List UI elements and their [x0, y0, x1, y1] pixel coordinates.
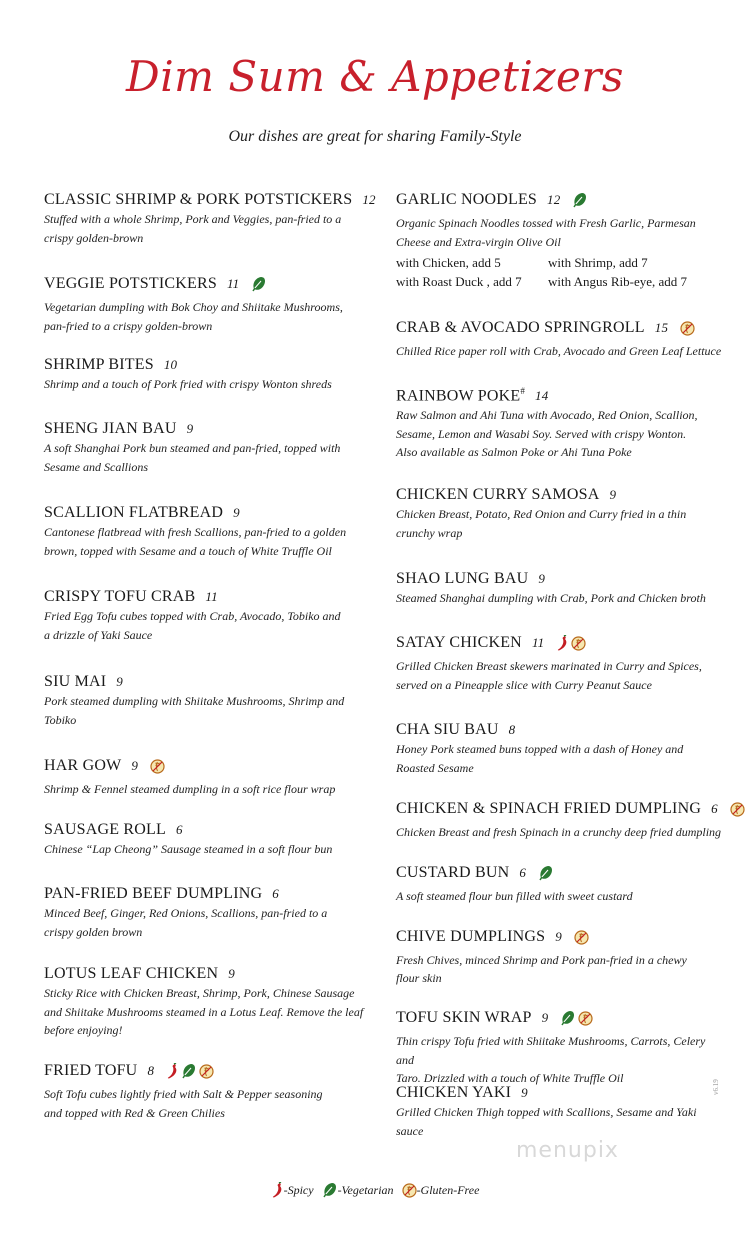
add-on-option: with Shrimp, add 7 [548, 255, 648, 271]
menu-item-header [396, 485, 726, 505]
menu-item-description [396, 823, 726, 842]
menu-item [44, 964, 374, 1040]
description-line: Pork steamed dumpling with Shiitake Mushrooms, Shrimp and [44, 694, 345, 708]
menu-item-name: TOFU SKIN WRAP [396, 1009, 532, 1026]
menu-item-price: 8 [508, 722, 516, 737]
menu-item-description [44, 298, 374, 335]
watermark: menupix [516, 1138, 619, 1163]
menu-item-description [44, 1085, 374, 1122]
menu-item-description [396, 505, 726, 542]
menu-item-header [396, 720, 726, 740]
description-line: crunchy wrap [396, 525, 463, 540]
menu-item-description [44, 607, 374, 644]
menu-item-price: 6 [519, 865, 527, 880]
menu-item-price: 9 [233, 505, 240, 520]
description-line: Grilled Chicken Thigh topped with Scallions, Sesame and Yaki [396, 1105, 697, 1119]
description-line: Soft Tofu cubes lightly fried with Salt & Pepper seasoning [44, 1087, 323, 1102]
diet-icons [572, 192, 590, 214]
leaf-icon [560, 1010, 576, 1032]
gluten-free-icon [574, 930, 589, 951]
menu-item-header [396, 863, 726, 887]
menu-item-header [44, 820, 374, 840]
menu-item-description [44, 439, 374, 476]
menu-item-header [44, 503, 374, 523]
add-on-options [396, 253, 726, 291]
version-code: v6.19 [712, 1079, 720, 1095]
menu-item [44, 274, 374, 335]
menu-item [44, 355, 374, 394]
description-line: Taro. Drizzled with a touch of White Truffle Oil [396, 1071, 624, 1086]
description-line: Chinese “Lap Cheong” Sausage steamed in a soft flour bun [44, 842, 333, 856]
menu-item-name: SHRIMP BITES [44, 356, 154, 373]
description-line: Tobiko [44, 712, 77, 727]
menu-item-header [44, 355, 374, 375]
description-line: crispy golden brown [44, 924, 143, 939]
diet-icons [680, 321, 697, 342]
description-line: Sesame and Scallions [44, 459, 148, 474]
description-line: Grilled Chicken Breast skewers marinated in Curry and Spices, [396, 659, 702, 674]
menu-item-price: 6 [175, 822, 183, 837]
chili-pepper-icon [271, 1183, 284, 1197]
menu-item-price: 9 [131, 758, 139, 773]
menu-item-price: 6 [272, 886, 279, 901]
description-line: Shrimp and a touch of Pork fried with crispy Wonton shreds [44, 377, 332, 391]
description-line: pan-fried to a crispy golden-brown [44, 318, 213, 333]
menu-item-name: CHICKEN & SPINACH FRIED DUMPLING [396, 800, 702, 817]
description-line: Chicken Breast and fresh Spinach in a crunchy deep fried dumpling [396, 824, 722, 839]
menu-item-name: CUSTARD BUN [396, 864, 510, 881]
menu-item-name: HAR GOW [44, 757, 122, 774]
menu-item [44, 820, 374, 859]
menu-item-name: FRIED TOFU [44, 1062, 138, 1079]
menu-item-header [396, 633, 726, 657]
menu-item-header [396, 381, 726, 406]
menu-item [44, 1061, 374, 1122]
menu-item-price: 11 [226, 276, 240, 291]
description-line: Cantonese flatbread with fresh Scallions, pan-fried to a golden [44, 525, 347, 539]
menu-item-description [44, 780, 374, 799]
menu-item-description [44, 210, 374, 247]
chili-pepper-icon [166, 1063, 179, 1085]
gluten-free-icon [578, 1011, 593, 1032]
diet-icons [560, 1010, 595, 1032]
menu-item [396, 720, 726, 777]
menu-item-name: SCALLION FLATBREAD [44, 504, 224, 521]
menu-item-price: 12 [547, 192, 561, 207]
description-line: Sesame, Lemon and Wasabi Soy. Served with crispy Wonton. [396, 426, 687, 441]
description-line: Organic Spinach Noodles tossed with Fresh Garlic, Parmesan [396, 216, 696, 231]
chili-pepper-icon [556, 635, 569, 657]
menu-item-price: 11 [531, 635, 545, 650]
menu-item-header [44, 1061, 374, 1085]
description-line: sauce [396, 1123, 424, 1138]
description-line: A soft Shanghai Pork bun steamed and pan-fried, topped with [44, 441, 341, 455]
legend-entry [322, 1182, 394, 1198]
diet-icons [166, 1063, 216, 1085]
menu-item-header [396, 1083, 726, 1103]
diet-icons [574, 930, 591, 951]
menu-item-name: CHA SIU BAU [396, 721, 499, 738]
menu-item [44, 756, 374, 798]
menu-item-name: CHICKEN YAKI [396, 1084, 512, 1101]
menu-item-header [396, 190, 726, 214]
menu-item-header [44, 274, 374, 298]
menu-item-price: 9 [609, 487, 617, 502]
menu-item [396, 318, 726, 360]
description-line: Fried Egg Tofu cubes topped with Crab, Avocado, Tobiko and [44, 609, 341, 623]
menu-item-description [44, 692, 374, 729]
menu-item-price: 9 [116, 674, 123, 689]
menu-item-description [396, 342, 726, 361]
menu-item-header [44, 964, 374, 984]
description-line: Also available as Salmon Poke or Ahi Tuna Poke [396, 445, 632, 460]
menu-item [44, 884, 374, 941]
menu-item-description [396, 1032, 726, 1088]
menu-item-name: CRISPY TOFU CRAB [44, 588, 196, 605]
menu-item [396, 569, 726, 608]
description-line: Cheese and Extra-virgin Olive Oil [396, 234, 561, 249]
legend-entry [271, 1182, 314, 1198]
menu-item-price: 9 [521, 1085, 528, 1100]
add-on-option: with Chicken, add 5 [396, 255, 501, 271]
menu-item-price: 9 [228, 966, 235, 981]
description-line: Thin crispy Tofu fried with Shiitake Mushrooms, Carrots, Celery and [396, 1034, 706, 1067]
menu-item [396, 927, 726, 988]
description-line: Raw Salmon and Ahi Tuna with Avocado, Red Onion, Scallion, [396, 408, 698, 423]
diet-icons [538, 865, 556, 887]
legend-label: -Spicy [283, 1183, 314, 1197]
menu-item-name: SHENG JIAN BAU [44, 420, 177, 437]
description-line: served on a Pineapple slice with Curry Peanut Sauce [396, 677, 652, 692]
menu-item-name: SHAO LUNG BAU [396, 570, 529, 587]
menu-item [396, 1083, 726, 1140]
menu-item-header [44, 672, 374, 692]
menu-item-header [396, 1008, 726, 1032]
description-line: crispy golden-brown [44, 230, 144, 245]
legend-entry [402, 1183, 480, 1198]
page-subtitle: Our dishes are great for sharing Family-Style [228, 128, 522, 145]
menu-item-description [396, 214, 726, 251]
menu-item-price: 10 [163, 357, 178, 372]
diet-icons [150, 759, 167, 780]
menu-item-name: GARLIC NOODLES [396, 191, 538, 208]
leaf-icon [538, 865, 554, 887]
menu-item-name: CHIVE DUMPLINGS [396, 928, 546, 945]
menu-item-name: CLASSIC SHRIMP & PORK POTSTICKERS [44, 191, 353, 208]
menu-item [396, 485, 726, 542]
menu-item-header [44, 756, 374, 780]
description-line: A soft steamed flour bun filled with sweet custard [396, 889, 633, 904]
menu-item [396, 863, 726, 906]
description-line: and Shiitake Mushrooms steamed in a Lotus Leaf. Remove the leaf [44, 1004, 364, 1019]
leaf-icon [572, 192, 588, 214]
menu-item-header [44, 419, 374, 439]
menu-item [44, 190, 374, 247]
menu-item-description [44, 375, 374, 394]
menu-item-description [396, 1103, 726, 1140]
menu-item-price: 15 [654, 320, 669, 335]
menu-item-description [44, 523, 374, 560]
diet-icons [730, 802, 747, 823]
add-on-option: with Roast Duck , add 7 [396, 274, 522, 290]
menu-item-name: CRAB & AVOCADO SPRINGROLL [396, 319, 645, 336]
menu-item-name: LOTUS LEAF CHICKEN [44, 965, 219, 982]
gluten-free-icon [199, 1064, 214, 1085]
menu-item [44, 587, 374, 644]
menu-item-description [396, 657, 726, 694]
menu-item-name: SAUSAGE ROLL [44, 821, 166, 838]
leaf-icon [251, 276, 267, 298]
add-on-option: with Angus Rib-eye, add 7 [548, 274, 688, 290]
menu-item-header [44, 190, 374, 210]
description-line: Minced Beef, Ginger, Red Onions, Scallions, pan-fried to a [44, 906, 328, 920]
description-line: Shrimp & Fennel steamed dumpling in a soft rice flour wrap [44, 781, 336, 796]
menu-item-header [396, 569, 726, 589]
description-line: Fresh Chives, minced Shrimp and Pork pan-fried in a chewy [396, 952, 687, 967]
gluten-free-icon [730, 802, 745, 823]
description-line: Sticky Rice with Chicken Breast, Shrimp, Pork, Chinese Sausage [44, 986, 355, 1000]
description-line: flour skin [396, 971, 442, 986]
gluten-free-icon [680, 321, 695, 342]
menu-item-price: 9 [541, 1010, 549, 1025]
icon-legend [0, 1182, 750, 1198]
menu-item-description [396, 406, 726, 462]
description-line: Stuffed with a whole Shrimp, Pork and Veggies, pan-fried to a [44, 212, 342, 226]
gluten-free-icon [150, 759, 165, 780]
menu-item-header [396, 799, 726, 823]
menu-item-price: 9 [538, 571, 546, 586]
menu-item-price: 6 [711, 801, 718, 816]
menu-item-description [396, 589, 726, 608]
gluten-free-icon [402, 1183, 417, 1197]
menu-item [396, 190, 726, 291]
description-line: Vegetarian dumpling with Bok Choy and Shiitake Mushrooms, [44, 300, 343, 315]
diet-icons [556, 635, 588, 657]
menu-item-price: 11 [205, 589, 218, 604]
menu-item-description [44, 840, 374, 859]
diet-icons [251, 276, 269, 298]
leaf-icon [181, 1063, 197, 1085]
menu-item-name: SIU MAI [44, 673, 107, 690]
legend-label: -Vegetarian [337, 1183, 394, 1197]
description-line: a drizzle of Yaki Sauce [44, 627, 153, 642]
description-line: and topped with Red & Green Chilies [44, 1105, 225, 1120]
menu-item [396, 633, 726, 694]
page-title: Dim Sum & Appetizers [126, 52, 624, 101]
menu-item-description [396, 740, 726, 777]
description-line: Steamed Shanghai dumpling with Crab, Pork and Chicken broth [396, 591, 706, 605]
description-line: Chilled Rice paper roll with Crab, Avocado and Green Leaf Lettuce [396, 343, 722, 358]
description-line: Chicken Breast, Potato, Red Onion and Curry fried in a thin [396, 507, 687, 521]
menu-item-name: VEGGIE POTSTICKERS [44, 275, 217, 292]
menu-item-price: 9 [186, 421, 194, 436]
menu-item [396, 799, 726, 841]
menu-item-name: RAINBOW POKE [396, 387, 521, 405]
menu-item [396, 1008, 726, 1088]
description-line: Roasted Sesame [396, 760, 474, 775]
legend-label: -Gluten-Free [416, 1183, 480, 1197]
menu-item-header [396, 318, 726, 342]
description-line: brown, topped with Sesame and a touch of White Truffle Oil [44, 543, 332, 558]
menu-item [44, 419, 374, 476]
menu-item-description [396, 951, 726, 988]
menu-item-price: 14 [535, 388, 549, 404]
menu-item-name: SATAY CHICKEN [396, 634, 522, 651]
menu-item-header [44, 587, 374, 607]
menu-item-price: 9 [555, 929, 562, 944]
description-line: before enjoying! [44, 1023, 123, 1037]
gluten-free-icon [571, 636, 586, 657]
leaf-icon [322, 1183, 338, 1197]
menu-item-header [44, 884, 374, 904]
menu-item-price: 8 [147, 1063, 155, 1078]
menu-item [396, 381, 726, 462]
menu-item-name: CHICKEN CURRY SAMOSA [396, 486, 600, 503]
menu-item [44, 503, 374, 560]
menu-item-name: PAN-FRIED BEEF DUMPLING [44, 885, 263, 902]
menu-item [44, 672, 374, 729]
menu-item-header [396, 927, 726, 951]
menu-item-price: 12 [362, 192, 376, 207]
description-line: Honey Pork steamed buns topped with a dash of Honey and [396, 742, 684, 756]
menu-item-description [44, 904, 374, 941]
menu-item-description [396, 887, 726, 906]
menu-item-description [44, 984, 374, 1040]
raw-fish-mark: # [520, 386, 526, 396]
